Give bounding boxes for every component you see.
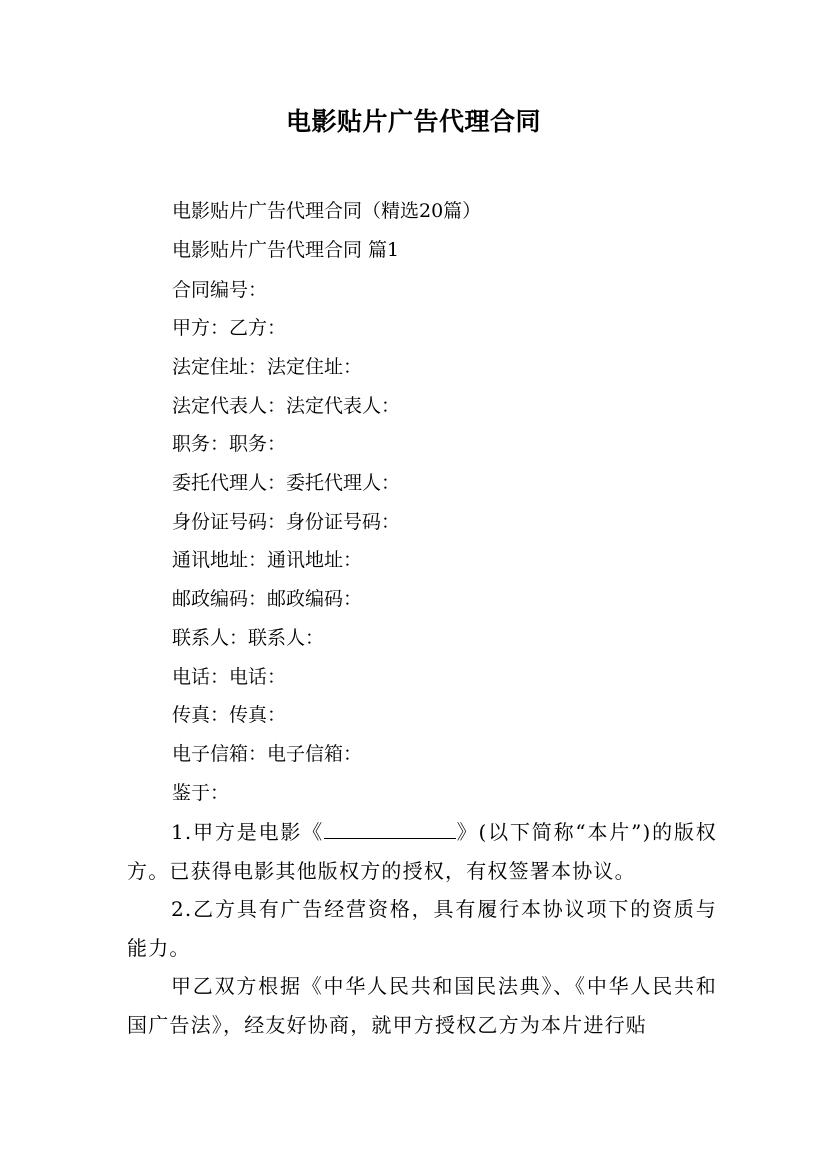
field-parties: 甲方：乙方： — [172, 317, 287, 339]
document-subtitle: 电影贴片广告代理合同（精选20篇） — [172, 200, 482, 222]
field-contract-number: 合同编号： — [172, 279, 268, 301]
field-mailing-address: 通讯地址：通讯地址： — [172, 549, 363, 571]
clause-1-start: 1.甲方是电影《 — [171, 820, 325, 844]
field-legal-representative: 法定代表人：法定代表人： — [172, 395, 401, 417]
clause-1-end: 》(以下简称“本片”)的版权方。已获得电影其他版权方的授权，有权签署本协议。 — [127, 820, 717, 883]
clause-2: 2.乙方具有广告经营资格，具有履行本协议项下的资质与能力。 — [127, 897, 717, 960]
field-contact-person: 联系人：联系人： — [172, 627, 325, 649]
field-fax: 传真：传真： — [172, 704, 287, 726]
clause-3: 甲乙双方根据《中华人民共和国民法典》、《中华人民共和国广告法》，经友好协商，就甲方授权乙方为本片进行贴 — [127, 974, 717, 1037]
field-email: 电子信箱：电子信箱： — [172, 743, 363, 765]
field-phone: 电话：电话： — [172, 666, 287, 688]
field-id-number: 身份证号码：身份证号码： — [172, 511, 401, 533]
field-legal-address: 法定住址：法定住址： — [172, 356, 363, 378]
field-authorized-agent: 委托代理人：委托代理人： — [172, 472, 401, 494]
section-heading: 电影贴片广告代理合同 篇1 — [172, 239, 400, 261]
document-title: 电影贴片广告代理合同 — [285, 107, 541, 136]
clause-1 — [127, 813, 717, 890]
field-whereas: 鉴于： — [172, 782, 230, 804]
film-name-blank — [324, 820, 456, 839]
field-postal-code: 邮政编码：邮政编码： — [172, 588, 363, 610]
field-position: 职务：职务： — [172, 433, 287, 455]
